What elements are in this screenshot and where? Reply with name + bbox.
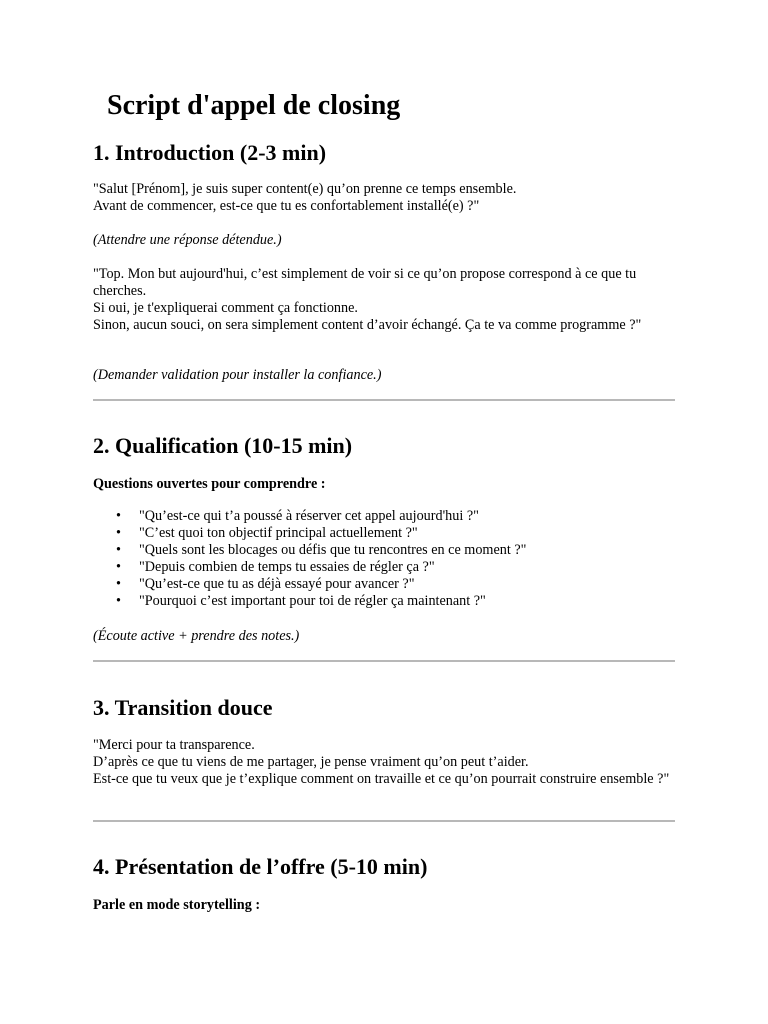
transition-line-2: D’après ce que tu viens de me partager, je pense vraiment qu’on peut t’aider. — [93, 754, 529, 770]
intro-goal-paragraph — [93, 266, 677, 334]
question-text: "Pourquoi c’est important pour toi de régler ça maintenant ?" — [139, 593, 486, 609]
question-text: "Depuis combien de temps tu essaies de régler ça ?" — [139, 559, 435, 575]
section-offer-heading: 4. Présentation de l’offre (5-10 min) — [93, 854, 428, 879]
section-qualification-heading: 2. Qualification (10-15 min) — [93, 433, 353, 458]
bullet-icon: • — [116, 542, 121, 558]
qualification-question-list — [93, 508, 677, 610]
bullet-icon: • — [116, 559, 121, 575]
section-divider — [93, 820, 675, 822]
question-text: "C’est quoi ton objectif principal actuellement ?" — [139, 525, 418, 541]
transition-line-1: "Merci pour ta transparence. — [93, 737, 255, 753]
document-title: Script d'appel de closing — [107, 90, 401, 121]
intro-greeting-line-1: "Salut [Prénom], je suis super content(e) qu’on prenne ce temps ensemble. — [93, 181, 517, 197]
bullet-icon: • — [116, 576, 121, 592]
list-item — [93, 508, 677, 525]
list-item — [93, 559, 677, 576]
section-transition-heading: 3. Transition douce — [93, 695, 273, 720]
section-intro-heading: 1. Introduction (2-3 min) — [93, 140, 327, 165]
qualification-note: (Écoute active + prendre des notes.) — [93, 628, 300, 644]
transition-line-3: Est-ce que tu veux que je t’explique comment on travaille et ce qu’on pourrait construire ensemble ?" — [93, 771, 670, 787]
section-divider — [93, 399, 675, 401]
offer-subheading: Parle en mode storytelling : — [93, 897, 261, 913]
bullet-icon: • — [116, 525, 121, 541]
section-divider — [93, 660, 675, 662]
transition-paragraph — [93, 737, 677, 788]
list-item — [93, 576, 677, 593]
intro-goal-line-1: "Top. Mon but aujourd'hui, c’est simplement de voir si ce qu’on propose correspond à ce que tu cherches. — [93, 266, 637, 299]
list-item — [93, 542, 677, 559]
intro-note-1: (Attendre une réponse détendue.) — [93, 232, 282, 248]
question-text: "Quels sont les blocages ou défis que tu rencontres en ce moment ?" — [139, 542, 527, 558]
intro-note-2: (Demander validation pour installer la confiance.) — [93, 367, 382, 383]
question-text: "Qu’est-ce que tu as déjà essayé pour avancer ?" — [139, 576, 415, 592]
list-item — [93, 525, 677, 542]
intro-greeting-paragraph — [93, 181, 677, 215]
intro-greeting-line-2: Avant de commencer, est-ce que tu es confortablement installé(e) ?" — [93, 198, 480, 214]
qualification-subheading: Questions ouvertes pour comprendre : — [93, 476, 326, 492]
bullet-icon: • — [116, 508, 121, 524]
intro-goal-line-3: Sinon, aucun souci, on sera simplement content d’avoir échangé. Ça te va comme programme ?" — [93, 317, 642, 333]
question-text: "Qu’est-ce qui t’a poussé à réserver cet appel aujourd'hui ?" — [139, 508, 479, 524]
list-item — [93, 593, 677, 610]
bullet-icon: • — [116, 593, 121, 609]
intro-goal-line-2: Si oui, je t'expliquerai comment ça fonctionne. — [93, 300, 358, 316]
